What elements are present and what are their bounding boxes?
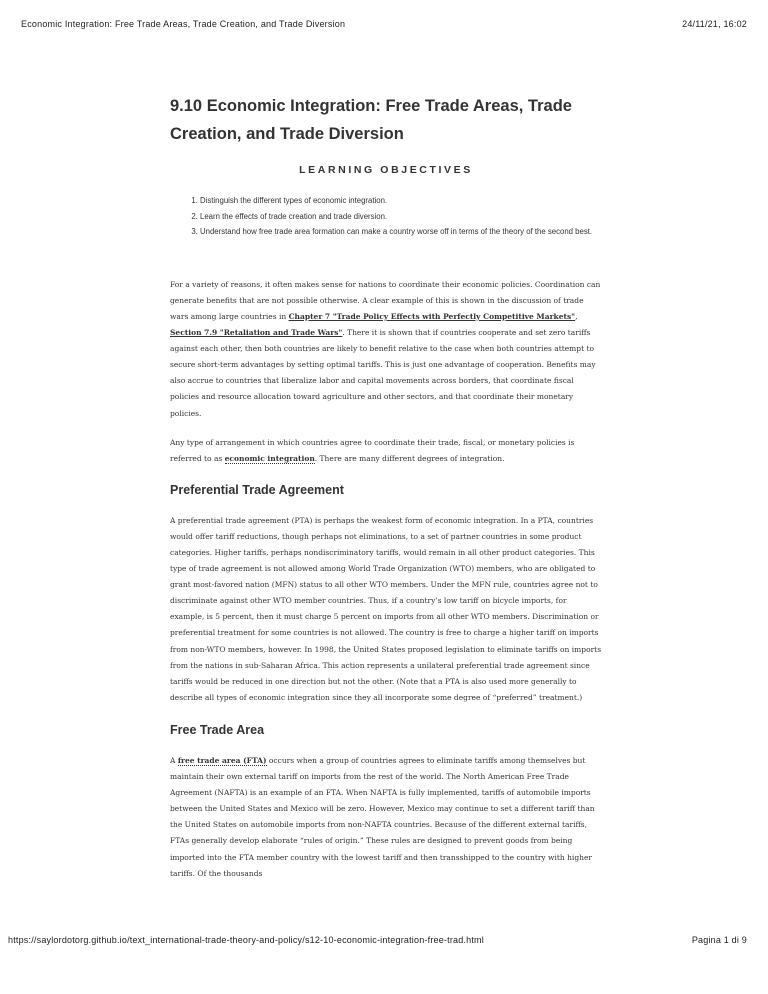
paragraph-coordination (170, 277, 602, 422)
learning-objectives-heading: LEARNING OBJECTIVES (299, 164, 473, 176)
paragraph-fta (170, 753, 602, 882)
learning-objective-item: 1. Distinguish the different types of economic integration. (200, 193, 595, 209)
chapter-7-link[interactable]: Chapter 7 "Trade Policy Effects with Perfectly Competitive Markets" (288, 311, 576, 321)
print-footer-url: https://saylordotorg.github.io/text_international-trade-theory-and-policy/s12-10-economic-integration-free-trad.html (8, 935, 484, 945)
paragraph-economic-integration (170, 435, 602, 467)
learning-objective-item: 3. Understand how free trade area formation can make a country worse off in terms of the theory of the second best. (200, 224, 595, 240)
paragraph-text: , (575, 311, 578, 321)
print-footer-page: Pagina 1 di 9 (691, 935, 747, 945)
section-7-9-link[interactable]: Section 7.9 "Retaliation and Trade Wars" (170, 328, 343, 338)
print-header-datetime: 24/11/21, 16:02 (682, 19, 747, 29)
page-title: 9.10 Economic Integration: Free Trade Areas, Trade Creation, and Trade Diversion (170, 97, 572, 143)
learning-objectives-list (170, 193, 595, 240)
print-header-title: Economic Integration: Free Trade Areas, Trade Creation, and Trade Diversion (21, 19, 346, 29)
print-footer (8, 935, 747, 949)
section-heading-fta: Free Trade Area (170, 722, 265, 737)
paragraph-text: A (170, 755, 178, 765)
paragraph-text: Any type of arrangement in which countries agree to coordinate their trade, fiscal, or monetary policies is referred to as (170, 437, 575, 463)
paragraph-text: occurs when a group of countries agrees to eliminate tariffs among themselves but maintain their own external tariff on imports from the rest of the world. The North American Free Trade Agreement (NAFTA) is an example of an FTA. When NAFTA is fully implemented, tariffs of automobile imports between the United States and Mexico will be zero. However, Mexico may continue to set a different tariff than the United States on automobile imports from non-NAFTA countries. Because of the different external tariffs, FTAs generally develop elaborate “rules of origin.” These rules are designed to prevent goods from being imported into the FTA member country with the lowest tariff and then transshipped to the country with higher tariffs. Of the thousands (170, 755, 595, 878)
paragraph-text: . There are many different degrees of integration. (314, 453, 505, 463)
paragraph-text: For a variety of reasons, it often makes sense for nations to coordinate their economic policies. Coordination can generate benefits that are not possible otherwise. A clear example of this is shown in the discussion of trade wars among large countries in (170, 279, 601, 321)
article (170, 92, 602, 882)
glossary-term-fta[interactable]: free trade area (FTA) (177, 755, 267, 765)
learning-objective-item: 2. Learn the effects of trade creation and trade diversion. (200, 209, 595, 225)
paragraph-text: . There it is shown that if countries cooperate and set zero tariffs against each other, then both countries are likely to benefit relative to the case when both countries attempt to secure short-term advantages by setting optimal tariffs. This is just one advantage of cooperation. Benefits may also accrue to countries that liberalize labor and capital movements across borders, that coordinate fiscal policies and resource allocation toward agriculture and other sectors, and that coordinate their monetary policies. (170, 328, 596, 418)
print-header (21, 19, 747, 33)
paragraph-pta: A preferential trade agreement (PTA) is perhaps the weakest form of economic integration. In a PTA, countries would offer tariff reductions, though perhaps not eliminations, to a set of partner countries in some product categories. Higher tariffs, perhaps nondiscriminatory tariffs, would remain in all other product categories. This type of trade agreement is not allowed among World Trade Organization (WTO) members, who are obligated to grant most-favored nation (MFN) status to all other WTO members. Under the MFN rule, countries agree not to discriminate against other WTO member countries. Thus, if a country’s low tariff on bicycle imports, for example, is 5 percent, then it must charge 5 percent on imports from all other WTO members. Discrimination or preferential treatment for some countries is not allowed. The country is free to charge a higher tariff on imports from non-WTO members, however. In 1998, the United States proposed legislation to eliminate tariffs on imports from the nations in sub-Saharan Africa. This action represents a unilateral preferential trade agreement since tariffs would be reduced in one direction but not the other. (Note that a PTA is also used more generally to describe all types of economic integration since they all incorporate some degree of “preferred” treatment.) (170, 515, 602, 702)
glossary-term-economic-integration[interactable]: economic integration (224, 453, 315, 463)
section-heading-pta: Preferential Trade Agreement (170, 482, 344, 497)
